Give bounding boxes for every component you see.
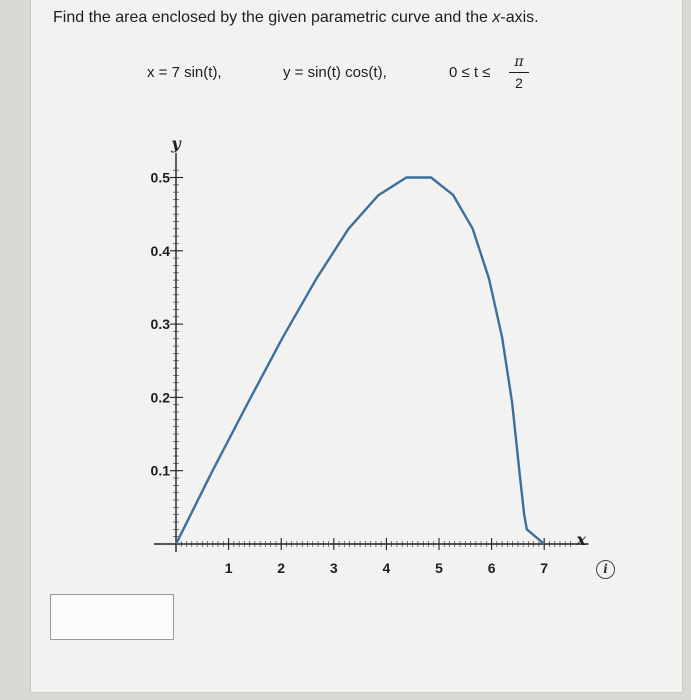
- y-tick-label: 0.5: [150, 169, 170, 186]
- y-tick-label: 0.4: [150, 242, 170, 259]
- y-tick-label: 0.3: [150, 316, 170, 333]
- x-equation: x = 7 sin(t),: [147, 64, 222, 81]
- t-range: 0 ≤ t ≤: [449, 64, 491, 81]
- y-equation: y = sin(t) cos(t),: [283, 64, 387, 81]
- question-text: Find the area enclosed by the given parametric curve and the x-axis.: [53, 9, 539, 26]
- x-tick-label: 3: [329, 560, 338, 576]
- x-tick-label: 7: [540, 560, 549, 576]
- y-axis-label: y: [171, 133, 181, 153]
- t-range-numerator: π: [514, 54, 524, 70]
- x-tick-label: 1: [224, 560, 233, 576]
- answer-input[interactable]: [50, 594, 174, 640]
- y-tick-label: 0.1: [150, 462, 170, 479]
- parametric-curve: [176, 178, 544, 545]
- x-axis-label: x: [576, 530, 587, 549]
- y-tick-label: 0.2: [150, 389, 170, 406]
- x-tick-label: 6: [487, 560, 496, 576]
- x-tick-label: 2: [277, 560, 286, 576]
- x-tick-label: 5: [435, 560, 443, 576]
- t-range-denominator: 2: [515, 75, 523, 91]
- info-icon[interactable]: i: [596, 560, 615, 579]
- x-tick-label: 4: [382, 560, 391, 576]
